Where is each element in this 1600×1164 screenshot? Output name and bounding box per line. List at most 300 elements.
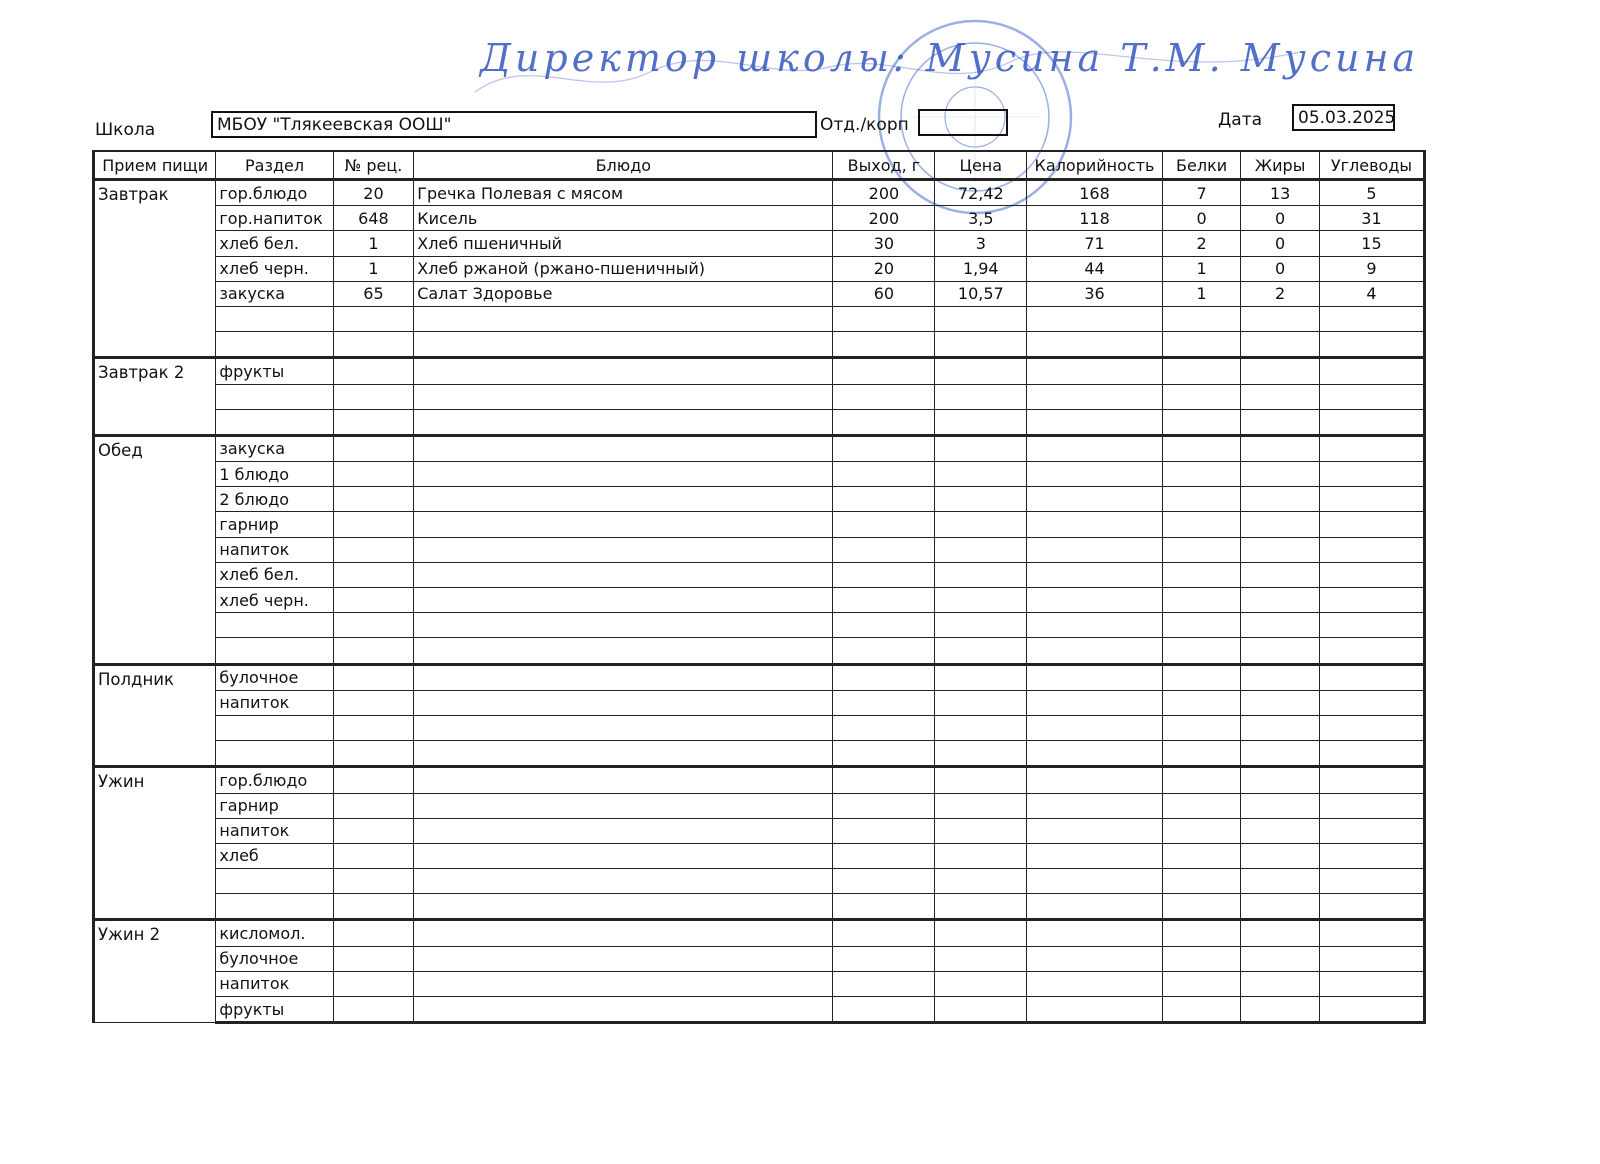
recipe-cell[interactable] (333, 562, 414, 587)
fat-cell[interactable] (1241, 946, 1320, 971)
section-cell[interactable]: гарнир (216, 512, 333, 537)
recipe-cell[interactable] (333, 332, 414, 358)
section-cell[interactable]: напиток (216, 690, 333, 715)
dish-cell[interactable]: Хлеб ржаной (ржано-пшеничный) (414, 256, 833, 281)
yield-cell[interactable] (833, 997, 935, 1023)
protein-cell[interactable] (1162, 358, 1241, 384)
dish-cell[interactable] (414, 818, 833, 843)
price-cell[interactable]: 10,57 (935, 281, 1027, 306)
dish-cell[interactable] (414, 384, 833, 409)
dish-cell[interactable] (414, 358, 833, 384)
kcal-cell[interactable] (1027, 920, 1163, 946)
section-cell[interactable]: хлеб черн. (216, 256, 333, 281)
recipe-cell[interactable] (333, 894, 414, 920)
dish-cell[interactable]: Салат Здоровье (414, 281, 833, 306)
section-cell[interactable]: фрукты (216, 358, 333, 384)
price-cell[interactable] (935, 946, 1027, 971)
price-cell[interactable] (935, 588, 1027, 613)
carbs-cell[interactable]: 9 (1319, 256, 1424, 281)
recipe-cell[interactable] (333, 664, 414, 690)
kcal-cell[interactable]: 168 (1027, 180, 1163, 206)
fat-cell[interactable] (1241, 741, 1320, 767)
section-cell[interactable]: гарнир (216, 793, 333, 818)
yield-cell[interactable]: 60 (833, 281, 935, 306)
protein-cell[interactable] (1162, 638, 1241, 664)
carbs-cell[interactable] (1319, 537, 1424, 562)
protein-cell[interactable] (1162, 306, 1241, 331)
kcal-cell[interactable] (1027, 462, 1163, 487)
protein-cell[interactable] (1162, 512, 1241, 537)
recipe-cell[interactable] (333, 409, 414, 435)
kcal-cell[interactable] (1027, 869, 1163, 894)
price-cell[interactable] (935, 843, 1027, 868)
section-cell[interactable]: гор.напиток (216, 206, 333, 231)
protein-cell[interactable]: 1 (1162, 256, 1241, 281)
fat-cell[interactable] (1241, 512, 1320, 537)
yield-cell[interactable] (833, 843, 935, 868)
price-cell[interactable] (935, 971, 1027, 996)
kcal-cell[interactable] (1027, 741, 1163, 767)
fat-cell[interactable] (1241, 332, 1320, 358)
kcal-cell[interactable] (1027, 588, 1163, 613)
carbs-cell[interactable] (1319, 920, 1424, 946)
protein-cell[interactable] (1162, 409, 1241, 435)
kcal-cell[interactable] (1027, 435, 1163, 461)
fat-cell[interactable] (1241, 462, 1320, 487)
yield-cell[interactable]: 20 (833, 256, 935, 281)
protein-cell[interactable] (1162, 715, 1241, 740)
recipe-cell[interactable]: 648 (333, 206, 414, 231)
kcal-cell[interactable] (1027, 690, 1163, 715)
yield-cell[interactable] (833, 462, 935, 487)
price-cell[interactable] (935, 487, 1027, 512)
section-cell[interactable]: булочное (216, 664, 333, 690)
kcal-cell[interactable] (1027, 664, 1163, 690)
protein-cell[interactable] (1162, 818, 1241, 843)
protein-cell[interactable] (1162, 664, 1241, 690)
section-cell[interactable]: 1 блюдо (216, 462, 333, 487)
recipe-cell[interactable] (333, 767, 414, 793)
recipe-cell[interactable] (333, 818, 414, 843)
kcal-cell[interactable] (1027, 358, 1163, 384)
kcal-cell[interactable]: 44 (1027, 256, 1163, 281)
dish-cell[interactable] (414, 512, 833, 537)
yield-cell[interactable] (833, 332, 935, 358)
carbs-cell[interactable] (1319, 818, 1424, 843)
dish-cell[interactable]: Хлеб пшеничный (414, 231, 833, 256)
dish-cell[interactable] (414, 843, 833, 868)
fat-cell[interactable] (1241, 306, 1320, 331)
price-cell[interactable] (935, 793, 1027, 818)
price-cell[interactable]: 3,5 (935, 206, 1027, 231)
yield-cell[interactable] (833, 946, 935, 971)
yield-cell[interactable] (833, 894, 935, 920)
yield-cell[interactable] (833, 818, 935, 843)
protein-cell[interactable]: 7 (1162, 180, 1241, 206)
recipe-cell[interactable]: 1 (333, 231, 414, 256)
fat-cell[interactable] (1241, 894, 1320, 920)
protein-cell[interactable] (1162, 767, 1241, 793)
section-cell[interactable] (216, 306, 333, 331)
recipe-cell[interactable]: 65 (333, 281, 414, 306)
protein-cell[interactable]: 1 (1162, 281, 1241, 306)
yield-cell[interactable] (833, 741, 935, 767)
section-cell[interactable]: хлеб бел. (216, 562, 333, 587)
dish-cell[interactable] (414, 306, 833, 331)
price-cell[interactable] (935, 894, 1027, 920)
fat-cell[interactable] (1241, 690, 1320, 715)
recipe-cell[interactable] (333, 638, 414, 664)
carbs-cell[interactable] (1319, 435, 1424, 461)
fat-cell[interactable] (1241, 409, 1320, 435)
protein-cell[interactable] (1162, 435, 1241, 461)
protein-cell[interactable] (1162, 613, 1241, 638)
yield-cell[interactable] (833, 435, 935, 461)
yield-cell[interactable] (833, 562, 935, 587)
price-cell[interactable] (935, 462, 1027, 487)
carbs-cell[interactable] (1319, 664, 1424, 690)
kcal-cell[interactable] (1027, 767, 1163, 793)
kcal-cell[interactable] (1027, 537, 1163, 562)
fat-cell[interactable] (1241, 537, 1320, 562)
fat-cell[interactable] (1241, 793, 1320, 818)
fat-cell[interactable] (1241, 638, 1320, 664)
dish-cell[interactable] (414, 869, 833, 894)
price-cell[interactable]: 72,42 (935, 180, 1027, 206)
protein-cell[interactable] (1162, 793, 1241, 818)
dish-cell[interactable]: Кисель (414, 206, 833, 231)
kcal-cell[interactable] (1027, 638, 1163, 664)
price-cell[interactable] (935, 562, 1027, 587)
dish-cell[interactable] (414, 997, 833, 1023)
recipe-cell[interactable]: 20 (333, 180, 414, 206)
dish-cell[interactable] (414, 562, 833, 587)
section-cell[interactable]: хлеб (216, 843, 333, 868)
recipe-cell[interactable] (333, 487, 414, 512)
dish-cell[interactable] (414, 946, 833, 971)
recipe-cell[interactable] (333, 435, 414, 461)
yield-cell[interactable] (833, 384, 935, 409)
fat-cell[interactable] (1241, 613, 1320, 638)
section-cell[interactable]: 2 блюдо (216, 487, 333, 512)
section-cell[interactable]: напиток (216, 537, 333, 562)
kcal-cell[interactable]: 71 (1027, 231, 1163, 256)
dish-cell[interactable] (414, 793, 833, 818)
carbs-cell[interactable] (1319, 613, 1424, 638)
yield-cell[interactable] (833, 793, 935, 818)
recipe-cell[interactable] (333, 358, 414, 384)
dish-cell[interactable] (414, 588, 833, 613)
yield-cell[interactable] (833, 613, 935, 638)
dish-cell[interactable] (414, 435, 833, 461)
price-cell[interactable] (935, 664, 1027, 690)
recipe-cell[interactable] (333, 741, 414, 767)
fat-cell[interactable]: 0 (1241, 206, 1320, 231)
section-cell[interactable] (216, 638, 333, 664)
yield-cell[interactable] (833, 537, 935, 562)
recipe-cell[interactable] (333, 971, 414, 996)
kcal-cell[interactable] (1027, 613, 1163, 638)
carbs-cell[interactable] (1319, 946, 1424, 971)
yield-cell[interactable] (833, 487, 935, 512)
dish-cell[interactable] (414, 613, 833, 638)
carbs-cell[interactable] (1319, 894, 1424, 920)
section-cell[interactable] (216, 715, 333, 740)
protein-cell[interactable] (1162, 690, 1241, 715)
kcal-cell[interactable] (1027, 332, 1163, 358)
price-cell[interactable] (935, 384, 1027, 409)
recipe-cell[interactable]: 1 (333, 256, 414, 281)
price-cell[interactable]: 1,94 (935, 256, 1027, 281)
yield-cell[interactable] (833, 767, 935, 793)
dish-cell[interactable] (414, 487, 833, 512)
carbs-cell[interactable] (1319, 741, 1424, 767)
fat-cell[interactable]: 2 (1241, 281, 1320, 306)
carbs-cell[interactable]: 5 (1319, 180, 1424, 206)
section-cell[interactable]: закуска (216, 281, 333, 306)
kcal-cell[interactable] (1027, 306, 1163, 331)
dish-cell[interactable] (414, 894, 833, 920)
price-cell[interactable] (935, 997, 1027, 1023)
protein-cell[interactable] (1162, 971, 1241, 996)
carbs-cell[interactable] (1319, 487, 1424, 512)
yield-cell[interactable] (833, 358, 935, 384)
kcal-cell[interactable] (1027, 384, 1163, 409)
yield-cell[interactable] (833, 409, 935, 435)
protein-cell[interactable] (1162, 920, 1241, 946)
yield-cell[interactable] (833, 971, 935, 996)
protein-cell[interactable] (1162, 537, 1241, 562)
section-cell[interactable] (216, 384, 333, 409)
price-cell[interactable] (935, 920, 1027, 946)
protein-cell[interactable] (1162, 384, 1241, 409)
carbs-cell[interactable] (1319, 358, 1424, 384)
dish-cell[interactable] (414, 767, 833, 793)
price-cell[interactable] (935, 818, 1027, 843)
fat-cell[interactable] (1241, 843, 1320, 868)
recipe-cell[interactable] (333, 793, 414, 818)
carbs-cell[interactable] (1319, 462, 1424, 487)
dish-cell[interactable] (414, 664, 833, 690)
price-cell[interactable] (935, 869, 1027, 894)
carbs-cell[interactable]: 4 (1319, 281, 1424, 306)
carbs-cell[interactable] (1319, 638, 1424, 664)
fat-cell[interactable]: 0 (1241, 231, 1320, 256)
fat-cell[interactable] (1241, 715, 1320, 740)
recipe-cell[interactable] (333, 946, 414, 971)
kcal-cell[interactable] (1027, 971, 1163, 996)
date-field[interactable]: 05.03.2025 (1292, 104, 1395, 131)
price-cell[interactable] (935, 613, 1027, 638)
price-cell[interactable] (935, 306, 1027, 331)
recipe-cell[interactable] (333, 306, 414, 331)
yield-cell[interactable] (833, 306, 935, 331)
yield-cell[interactable]: 200 (833, 180, 935, 206)
fat-cell[interactable] (1241, 664, 1320, 690)
carbs-cell[interactable] (1319, 512, 1424, 537)
yield-cell[interactable] (833, 690, 935, 715)
recipe-cell[interactable] (333, 613, 414, 638)
section-cell[interactable]: хлеб бел. (216, 231, 333, 256)
fat-cell[interactable] (1241, 767, 1320, 793)
kcal-cell[interactable] (1027, 818, 1163, 843)
kcal-cell[interactable]: 118 (1027, 206, 1163, 231)
section-cell[interactable] (216, 894, 333, 920)
protein-cell[interactable] (1162, 562, 1241, 587)
section-cell[interactable] (216, 741, 333, 767)
recipe-cell[interactable] (333, 715, 414, 740)
section-cell[interactable]: гор.блюдо (216, 180, 333, 206)
section-cell[interactable]: булочное (216, 946, 333, 971)
carbs-cell[interactable] (1319, 793, 1424, 818)
fat-cell[interactable] (1241, 818, 1320, 843)
carbs-cell[interactable] (1319, 384, 1424, 409)
dish-cell[interactable] (414, 462, 833, 487)
price-cell[interactable] (935, 690, 1027, 715)
fat-cell[interactable] (1241, 562, 1320, 587)
price-cell[interactable] (935, 715, 1027, 740)
price-cell[interactable] (935, 537, 1027, 562)
price-cell[interactable] (935, 332, 1027, 358)
recipe-cell[interactable] (333, 512, 414, 537)
fat-cell[interactable] (1241, 869, 1320, 894)
fat-cell[interactable] (1241, 487, 1320, 512)
protein-cell[interactable]: 0 (1162, 206, 1241, 231)
section-cell[interactable]: фрукты (216, 997, 333, 1023)
fat-cell[interactable] (1241, 358, 1320, 384)
dish-cell[interactable] (414, 638, 833, 664)
fat-cell[interactable]: 13 (1241, 180, 1320, 206)
price-cell[interactable] (935, 512, 1027, 537)
carbs-cell[interactable]: 15 (1319, 231, 1424, 256)
recipe-cell[interactable] (333, 690, 414, 715)
protein-cell[interactable] (1162, 588, 1241, 613)
kcal-cell[interactable] (1027, 894, 1163, 920)
yield-cell[interactable] (833, 588, 935, 613)
recipe-cell[interactable] (333, 920, 414, 946)
section-cell[interactable]: гор.блюдо (216, 767, 333, 793)
section-cell[interactable] (216, 332, 333, 358)
carbs-cell[interactable] (1319, 562, 1424, 587)
section-cell[interactable]: закуска (216, 435, 333, 461)
price-cell[interactable] (935, 435, 1027, 461)
carbs-cell[interactable] (1319, 971, 1424, 996)
recipe-cell[interactable] (333, 869, 414, 894)
recipe-cell[interactable] (333, 462, 414, 487)
section-cell[interactable]: хлеб черн. (216, 588, 333, 613)
dish-cell[interactable] (414, 537, 833, 562)
fat-cell[interactable] (1241, 588, 1320, 613)
recipe-cell[interactable] (333, 537, 414, 562)
carbs-cell[interactable] (1319, 843, 1424, 868)
kcal-cell[interactable]: 36 (1027, 281, 1163, 306)
dish-cell[interactable]: Гречка Полевая с мясом (414, 180, 833, 206)
recipe-cell[interactable] (333, 384, 414, 409)
fat-cell[interactable] (1241, 384, 1320, 409)
recipe-cell[interactable] (333, 588, 414, 613)
section-cell[interactable]: напиток (216, 818, 333, 843)
carbs-cell[interactable] (1319, 588, 1424, 613)
kcal-cell[interactable] (1027, 409, 1163, 435)
carbs-cell[interactable] (1319, 869, 1424, 894)
yield-cell[interactable] (833, 715, 935, 740)
kcal-cell[interactable] (1027, 843, 1163, 868)
yield-cell[interactable] (833, 920, 935, 946)
carbs-cell[interactable] (1319, 690, 1424, 715)
kcal-cell[interactable] (1027, 562, 1163, 587)
protein-cell[interactable] (1162, 869, 1241, 894)
fat-cell[interactable] (1241, 971, 1320, 996)
section-cell[interactable] (216, 869, 333, 894)
price-cell[interactable] (935, 409, 1027, 435)
yield-cell[interactable] (833, 638, 935, 664)
price-cell[interactable] (935, 638, 1027, 664)
dish-cell[interactable] (414, 920, 833, 946)
kcal-cell[interactable] (1027, 487, 1163, 512)
protein-cell[interactable] (1162, 487, 1241, 512)
kcal-cell[interactable] (1027, 793, 1163, 818)
protein-cell[interactable] (1162, 894, 1241, 920)
carbs-cell[interactable] (1319, 715, 1424, 740)
carbs-cell[interactable] (1319, 306, 1424, 331)
yield-cell[interactable] (833, 512, 935, 537)
protein-cell[interactable] (1162, 332, 1241, 358)
dish-cell[interactable] (414, 741, 833, 767)
protein-cell[interactable] (1162, 946, 1241, 971)
price-cell[interactable] (935, 741, 1027, 767)
kcal-cell[interactable] (1027, 715, 1163, 740)
dish-cell[interactable] (414, 332, 833, 358)
recipe-cell[interactable] (333, 843, 414, 868)
section-cell[interactable] (216, 409, 333, 435)
section-cell[interactable]: напиток (216, 971, 333, 996)
fat-cell[interactable]: 0 (1241, 256, 1320, 281)
carbs-cell[interactable] (1319, 332, 1424, 358)
dish-cell[interactable] (414, 690, 833, 715)
kcal-cell[interactable] (1027, 997, 1163, 1023)
yield-cell[interactable] (833, 664, 935, 690)
protein-cell[interactable]: 2 (1162, 231, 1241, 256)
kcal-cell[interactable] (1027, 946, 1163, 971)
dish-cell[interactable] (414, 971, 833, 996)
kcal-cell[interactable] (1027, 512, 1163, 537)
fat-cell[interactable] (1241, 997, 1320, 1023)
fat-cell[interactable] (1241, 435, 1320, 461)
yield-cell[interactable] (833, 869, 935, 894)
protein-cell[interactable] (1162, 843, 1241, 868)
price-cell[interactable]: 3 (935, 231, 1027, 256)
protein-cell[interactable] (1162, 997, 1241, 1023)
fat-cell[interactable] (1241, 920, 1320, 946)
protein-cell[interactable] (1162, 462, 1241, 487)
dish-cell[interactable] (414, 409, 833, 435)
section-cell[interactable] (216, 613, 333, 638)
section-cell[interactable]: кисломол. (216, 920, 333, 946)
school-field[interactable]: МБОУ "Тлякеевская ООШ" (211, 111, 817, 138)
carbs-cell[interactable] (1319, 767, 1424, 793)
carbs-cell[interactable] (1319, 409, 1424, 435)
recipe-cell[interactable] (333, 997, 414, 1023)
yield-cell[interactable]: 30 (833, 231, 935, 256)
price-cell[interactable] (935, 767, 1027, 793)
price-cell[interactable] (935, 358, 1027, 384)
dish-cell[interactable] (414, 715, 833, 740)
protein-cell[interactable] (1162, 741, 1241, 767)
yield-cell[interactable]: 200 (833, 206, 935, 231)
carbs-cell[interactable]: 31 (1319, 206, 1424, 231)
dept-field[interactable] (918, 109, 1008, 136)
carbs-cell[interactable] (1319, 997, 1424, 1023)
